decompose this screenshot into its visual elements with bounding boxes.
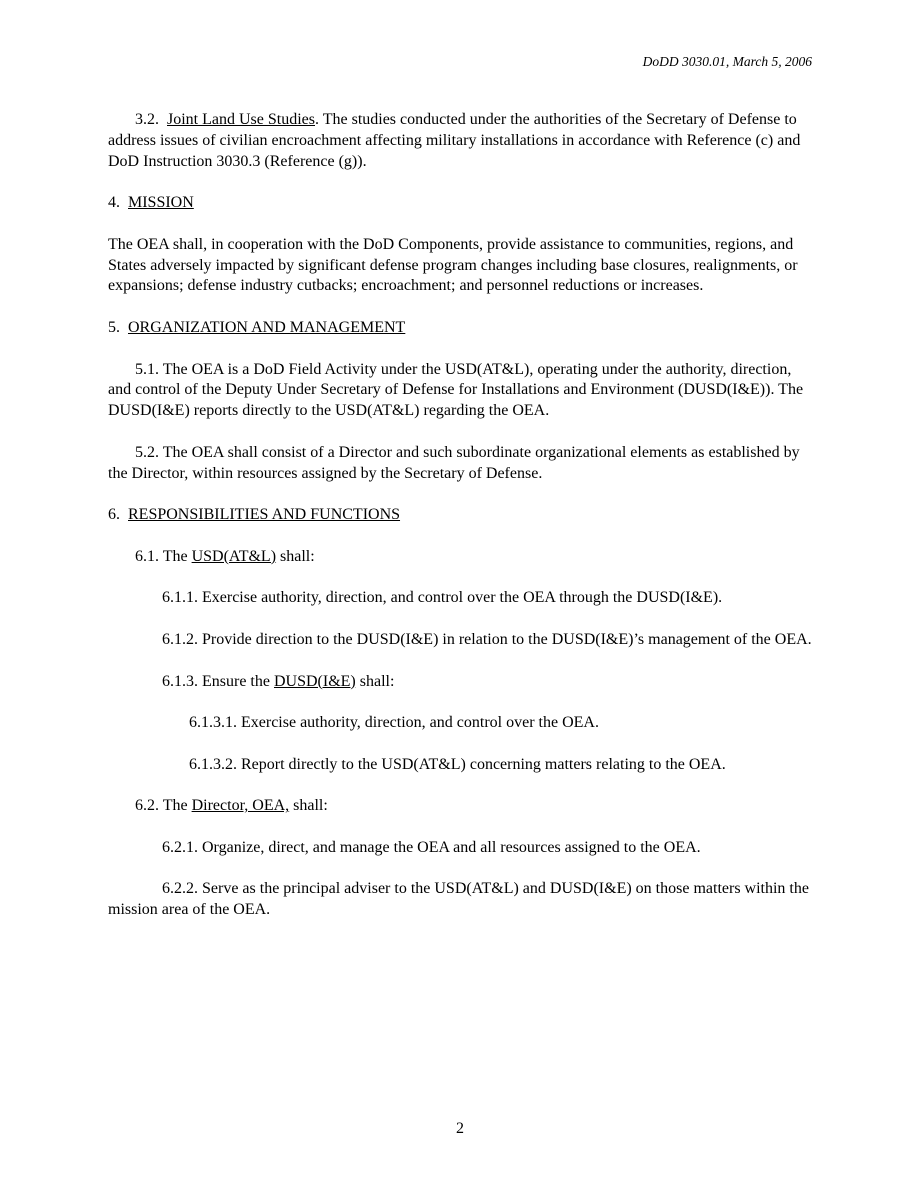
paragraph-6-1-3 bbox=[108, 672, 814, 693]
paragraph-text: 6.1. The bbox=[135, 547, 192, 565]
section-title: ORGANIZATION AND MANAGEMENT bbox=[128, 318, 406, 336]
section-heading-responsibilities bbox=[108, 505, 814, 526]
paragraph-6-1 bbox=[108, 547, 814, 568]
paragraph-text: 6.1.3. Ensure the bbox=[162, 672, 274, 690]
section-number: 5. bbox=[108, 318, 120, 336]
paragraph-6-1-3-1: 6.1.3.1. Exercise authority, direction, and control over the OEA. bbox=[189, 714, 599, 732]
paragraph-6-2 bbox=[108, 796, 814, 817]
paragraph-6-2-2: 6.2.2. Serve as the principal adviser to the USD(AT&L) and DUSD(I&E) on those matters within the mission area of the OEA. bbox=[108, 880, 809, 919]
official-title: DUSD(I&E) bbox=[273, 672, 356, 690]
paragraph-6-1-3-2: 6.1.3.2. Report directly to the USD(AT&L) concerning matters relating to the OEA. bbox=[189, 755, 726, 773]
defined-term: Joint Land Use Studies bbox=[167, 111, 315, 128]
running-header: DoDD 3030.01, March 5, 2006 bbox=[642, 54, 812, 69]
paragraph-3-2 bbox=[108, 110, 814, 172]
paragraph-text: shall: bbox=[355, 672, 395, 690]
official-title: Director, OEA, bbox=[191, 797, 290, 815]
document-body bbox=[108, 110, 814, 942]
section-title: RESPONSIBILITIES AND FUNCTIONS bbox=[128, 506, 401, 524]
section-number: 6. bbox=[108, 506, 120, 524]
section-heading-organization bbox=[108, 318, 814, 339]
section-title: MISSION bbox=[128, 194, 194, 212]
page-number: 2 bbox=[456, 1120, 464, 1137]
paragraph-text: shall: bbox=[289, 797, 328, 815]
section-number: 4. bbox=[108, 194, 120, 212]
paragraph-number: 3.2. bbox=[135, 111, 159, 128]
official-title: USD(AT&L) bbox=[191, 547, 277, 565]
paragraph-6-1-2: 6.1.2. Provide direction to the DUSD(I&E) in relation to the DUSD(I&E)’s management of the OEA. bbox=[162, 630, 812, 648]
paragraph-text: 6.2. The bbox=[135, 797, 192, 815]
paragraph-text: . The studies conducted under the authorities of the Secretary of Defense to address issues of civilian encroachment affecting military installations in accordance with Reference (c) and DoD Instruction 3030.3 (Reference (g)). bbox=[108, 111, 801, 170]
paragraph-6-1-1: 6.1.1. Exercise authority, direction, and control over the OEA through the DUSD(I&E). bbox=[162, 589, 723, 607]
paragraph-5-1: 5.1. The OEA is a DoD Field Activity under the USD(AT&L), operating under the authority, direction, and control of the Deputy Under Secretary of Defense for Installations and Environment (DUSD(I&E)). The DUSD(I&E) reports directly to the USD(AT&L) regarding the OEA. bbox=[108, 360, 804, 420]
paragraph-text: shall: bbox=[276, 547, 315, 565]
paragraph-5-2: 5.2. The OEA shall consist of a Director and such subordinate organizational elements as established by the Director, within resources assigned by the Secretary of Defense. bbox=[108, 443, 800, 482]
section-heading-mission bbox=[108, 193, 814, 214]
mission-paragraph: The OEA shall, in cooperation with the DoD Components, provide assistance to communities, regions, and States adversely impacted by significant defense program changes including base closures, realignments, or expansions; defense industry cutbacks; encroachment; and personnel reductions or increases. bbox=[108, 235, 798, 295]
paragraph-6-2-1: 6.2.1. Organize, direct, and manage the OEA and all resources assigned to the OEA. bbox=[162, 838, 701, 856]
